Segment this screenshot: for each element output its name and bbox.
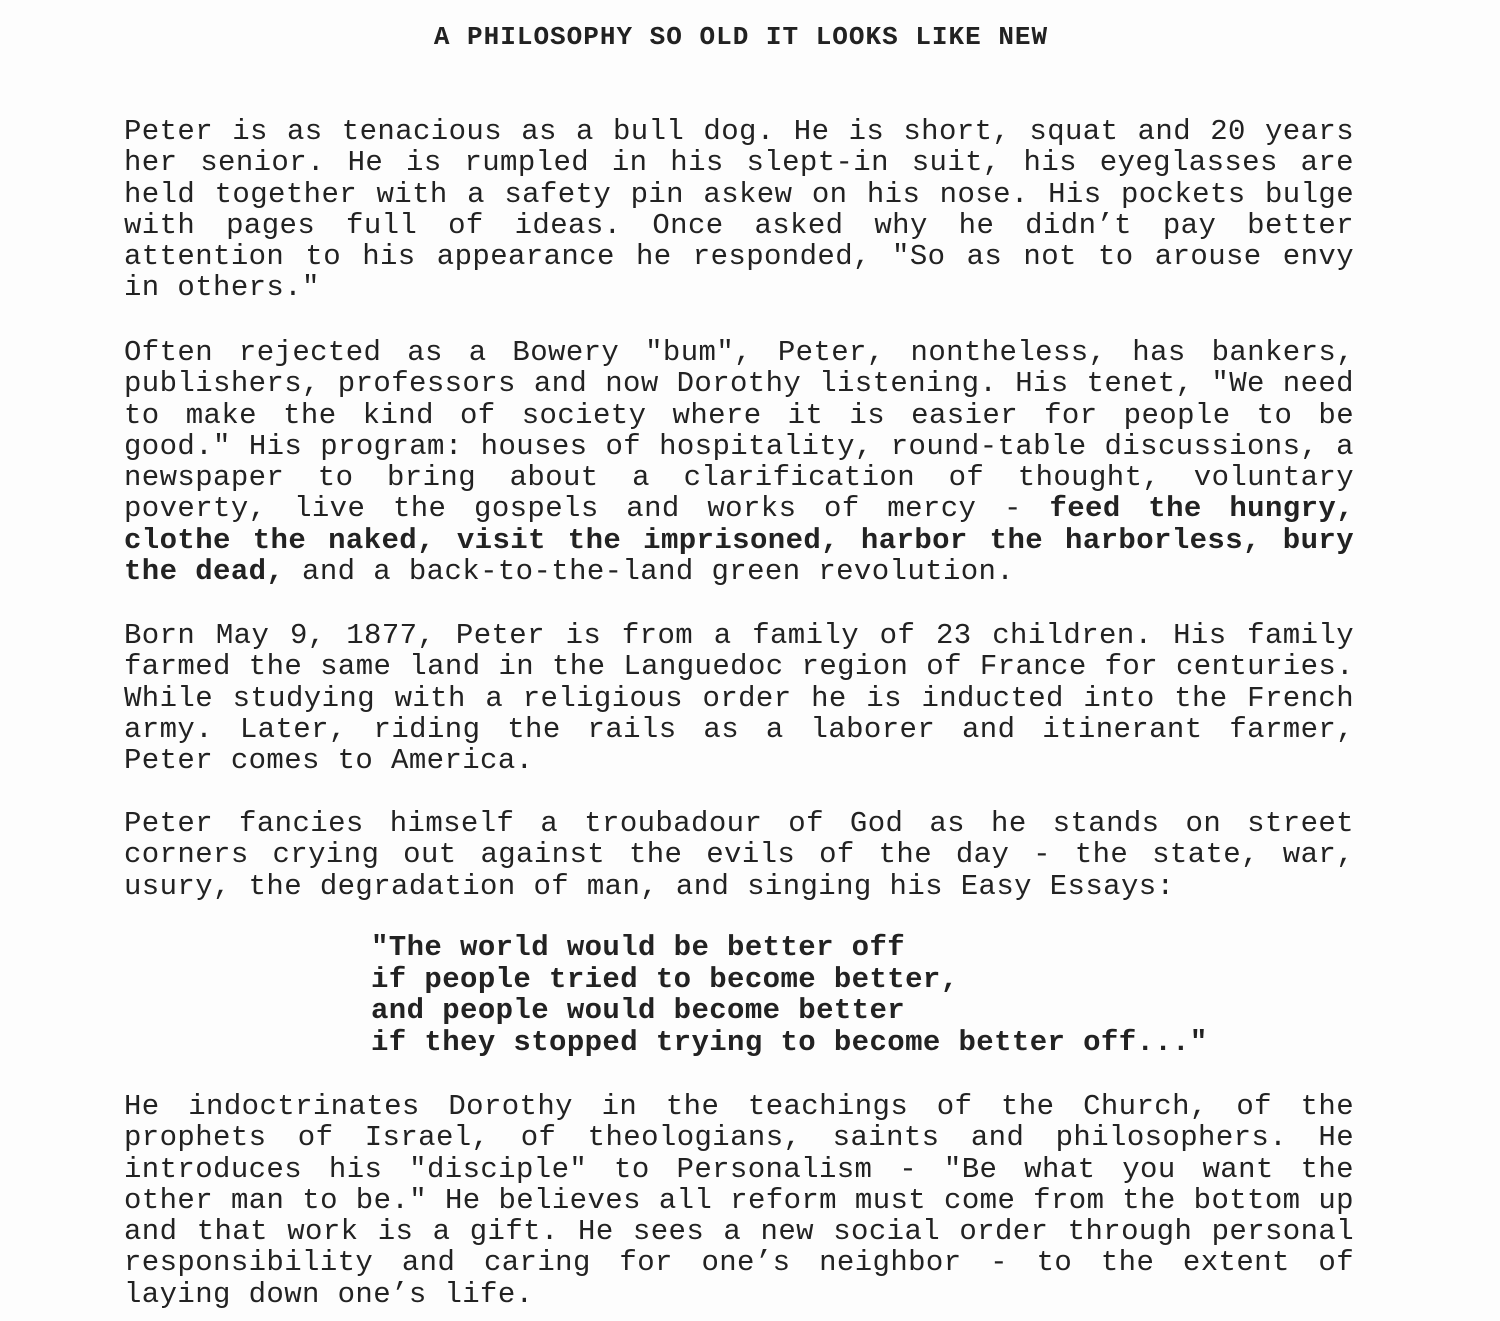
poem-line: if they stopped trying to become better off..." <box>371 1025 1208 1059</box>
poem-line: if people tried to become better, <box>371 962 959 996</box>
paragraph-peter-description: Peter is as tenacious as a bull dog. He is short, squat and 20 years her senior. He is rumpled in his slept-in suit, his eyeglasses are held together with a safety pin askew on his nose. His pockets bulge with pages full of ideas. Once asked why he didn’t pay better attention to his appearance he responded, "So as not to arouse envy in others." <box>124 115 1354 305</box>
works-of-mercy-bold: feed the hungry, clothe the naked, visit the imprisoned, harbor the harborless, bury the dead, <box>124 492 1354 589</box>
paragraph-troubadour: Peter fancies himself a troubadour of God as he stands on street corners crying out against the evils of the day - the state, war, usury, the degradation of man, and singing his Easy Essays: <box>124 807 1354 903</box>
poem-line: and people would become better <box>371 994 906 1027</box>
poem-line: "The world would be better off <box>371 931 906 964</box>
document-title: A PHILOSOPHY SO OLD IT LOOKS LIKE NEW <box>433 22 1049 52</box>
paragraph-indoctrination: He indoctrinates Dorothy in the teachings of the Church, of the prophets of Israel, of theologians, saints and philosophers. He introduces his "disciple" to Personalism - "Be what you want the other man to be." He believes all reform must come from the bottom up and that work is a gift. He sees a new social order through personal responsibility and caring for one’s neighbor - to the extent of laying down one’s life. <box>124 1090 1354 1311</box>
easy-essay-quote <box>371 932 1208 1058</box>
paragraph-peter-birth: Born May 9, 1877, Peter is from a family of 23 children. His family farmed the same land in the Languedoc region of France for centuries. While studying with a religious order he is inducted into the French army. Later, riding the rails as a laborer and itinerant farmer, Peter comes to America. <box>124 619 1354 778</box>
program-text-start: Often rejected as a Bowery "bum", Peter, nontheless, has bankers, publishers, professors and now Dorothy listening. His tenet, "We need to make the kind of society where it is easier for people to be good." His program: houses of hospitality, round-table discussions, a newspaper to bring about a clarification of thought, voluntary poverty, live the gospels and works of mercy - <box>124 336 1354 526</box>
paragraph-peter-program <box>124 337 1354 587</box>
program-text-end: and a back-to-the-land green revolution. <box>284 555 1015 589</box>
